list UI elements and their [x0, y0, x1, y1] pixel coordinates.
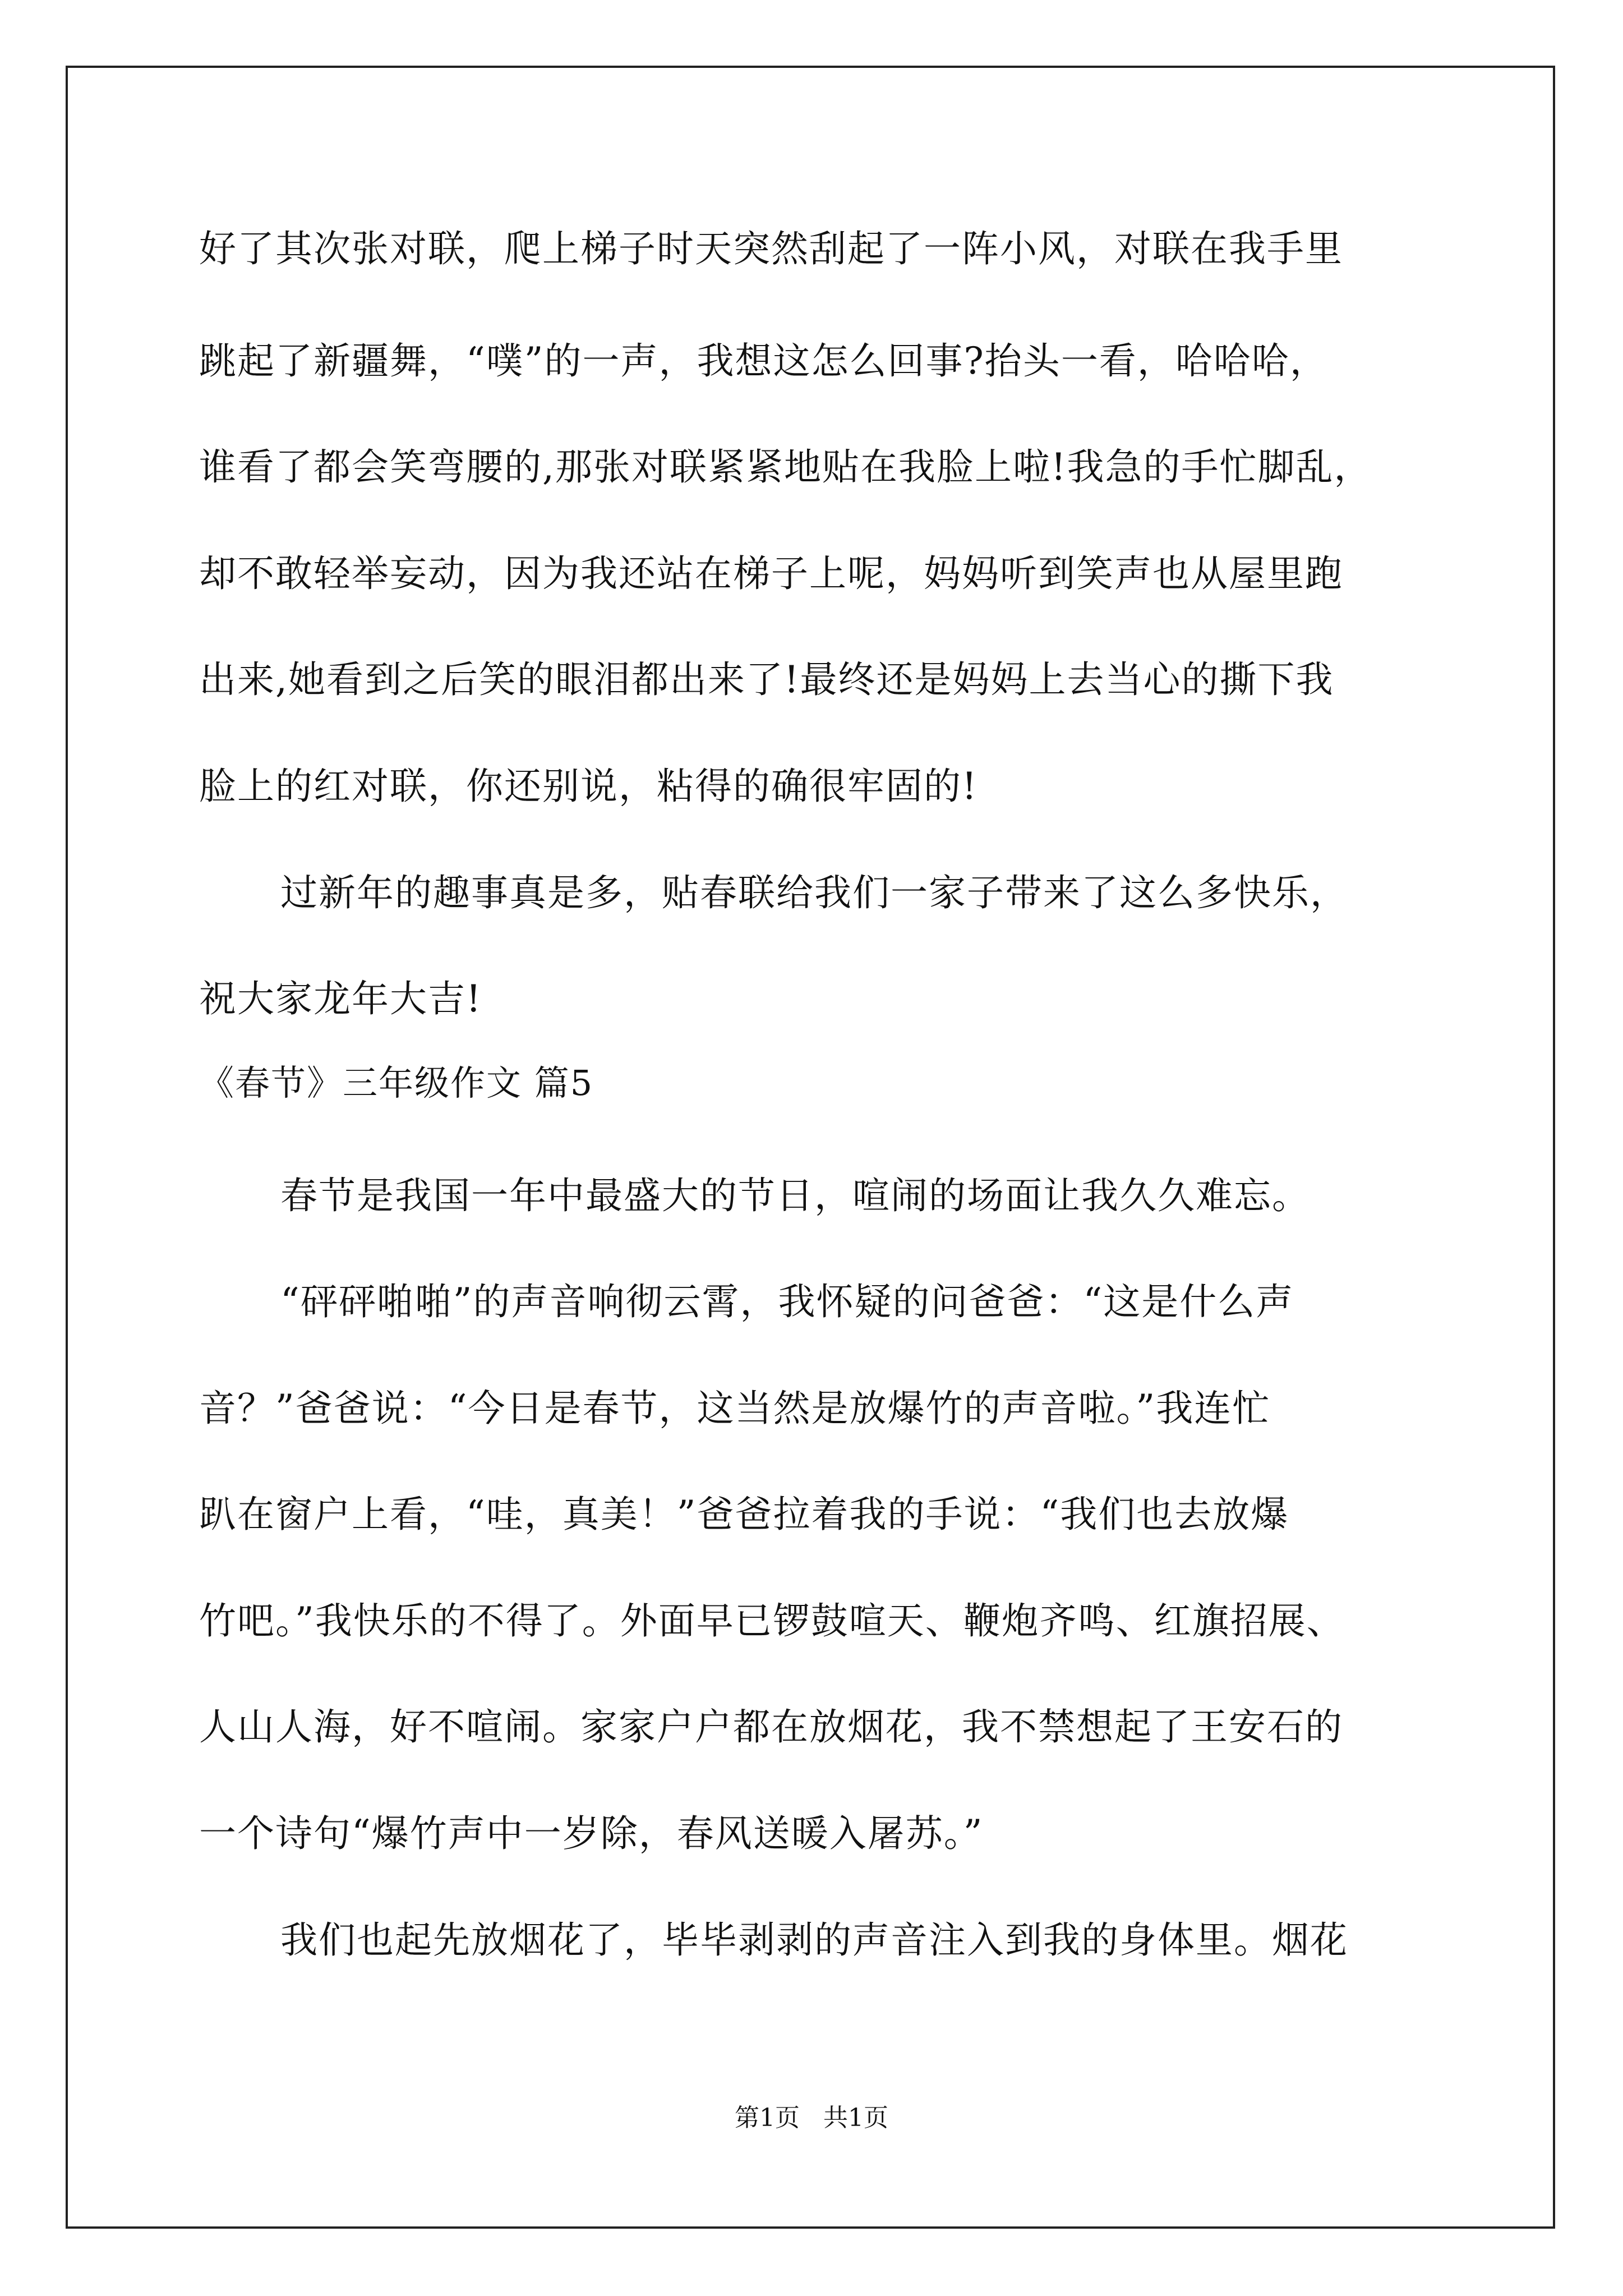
paragraph-line: “砰砰啪啪”的声音响彻云霄，我怀疑的问爸爸：“这是什么声	[280, 1280, 1294, 1323]
paragraph-line: 谁看了都会笑弯腰的,那张对联紧紧地贴在我脸上啦!我急的手忙脚乱，	[199, 445, 1372, 489]
paragraph-line: 出来,她看到之后笑的眼泪都出来了!最终还是妈妈上去当心的撕下我	[199, 658, 1334, 701]
section-heading: 《春节》三年级作文 篇5	[199, 1062, 594, 1103]
paragraph-line: 我们也起先放烟花了，毕毕剥剥的声音注入到我的身体里。烟花	[280, 1918, 1348, 1962]
paragraph-line: 祝大家龙年大吉!	[199, 977, 482, 1020]
paragraph-line: 跳起了新疆舞，“噗”的一声，我想这怎么回事?抬头一看，哈哈哈，	[199, 339, 1328, 383]
page-border	[66, 66, 1555, 2229]
paragraph-line: 竹吧。”我快乐的不得了。外面早已锣鼓喧天、鞭炮齐鸣、红旗招展、	[199, 1599, 1345, 1642]
paragraph-line: 人山人海，好不喧闹。家家户户都在放烟花，我不禁想起了王安石的	[199, 1705, 1343, 1749]
paragraph-line: 脸上的红对联，你还别说，粘得的确很牢固的!	[199, 765, 978, 808]
page-footer: 第1页 共1页	[735, 2104, 888, 2132]
paragraph-line: 却不敢轻举妄动，因为我还站在梯子上呢，妈妈听到笑声也从屋里跑	[199, 552, 1343, 595]
paragraph-line: 过新年的趣事真是多，贴春联给我们一家子带来了这么多快乐，	[280, 871, 1348, 914]
paragraph-line: 好了其次张对联，爬上梯子时天突然刮起了一阵小风，对联在我手里	[199, 227, 1343, 270]
paragraph-line: 一个诗句“爆竹声中一岁除，春风送暖入屠苏。”	[199, 1812, 984, 1855]
paragraph-line: 趴在窗户上看，“哇，真美！”爸爸拉着我的手说：“我们也去放爆	[199, 1493, 1289, 1536]
paragraph-line: 春节是我国一年中最盛大的节日，喧闹的场面让我久久难忘。	[280, 1174, 1310, 1217]
paragraph-line: 音？”爸爸说：“今日是春节，这当然是放爆竹的声音啦。”我连忙	[199, 1387, 1271, 1430]
